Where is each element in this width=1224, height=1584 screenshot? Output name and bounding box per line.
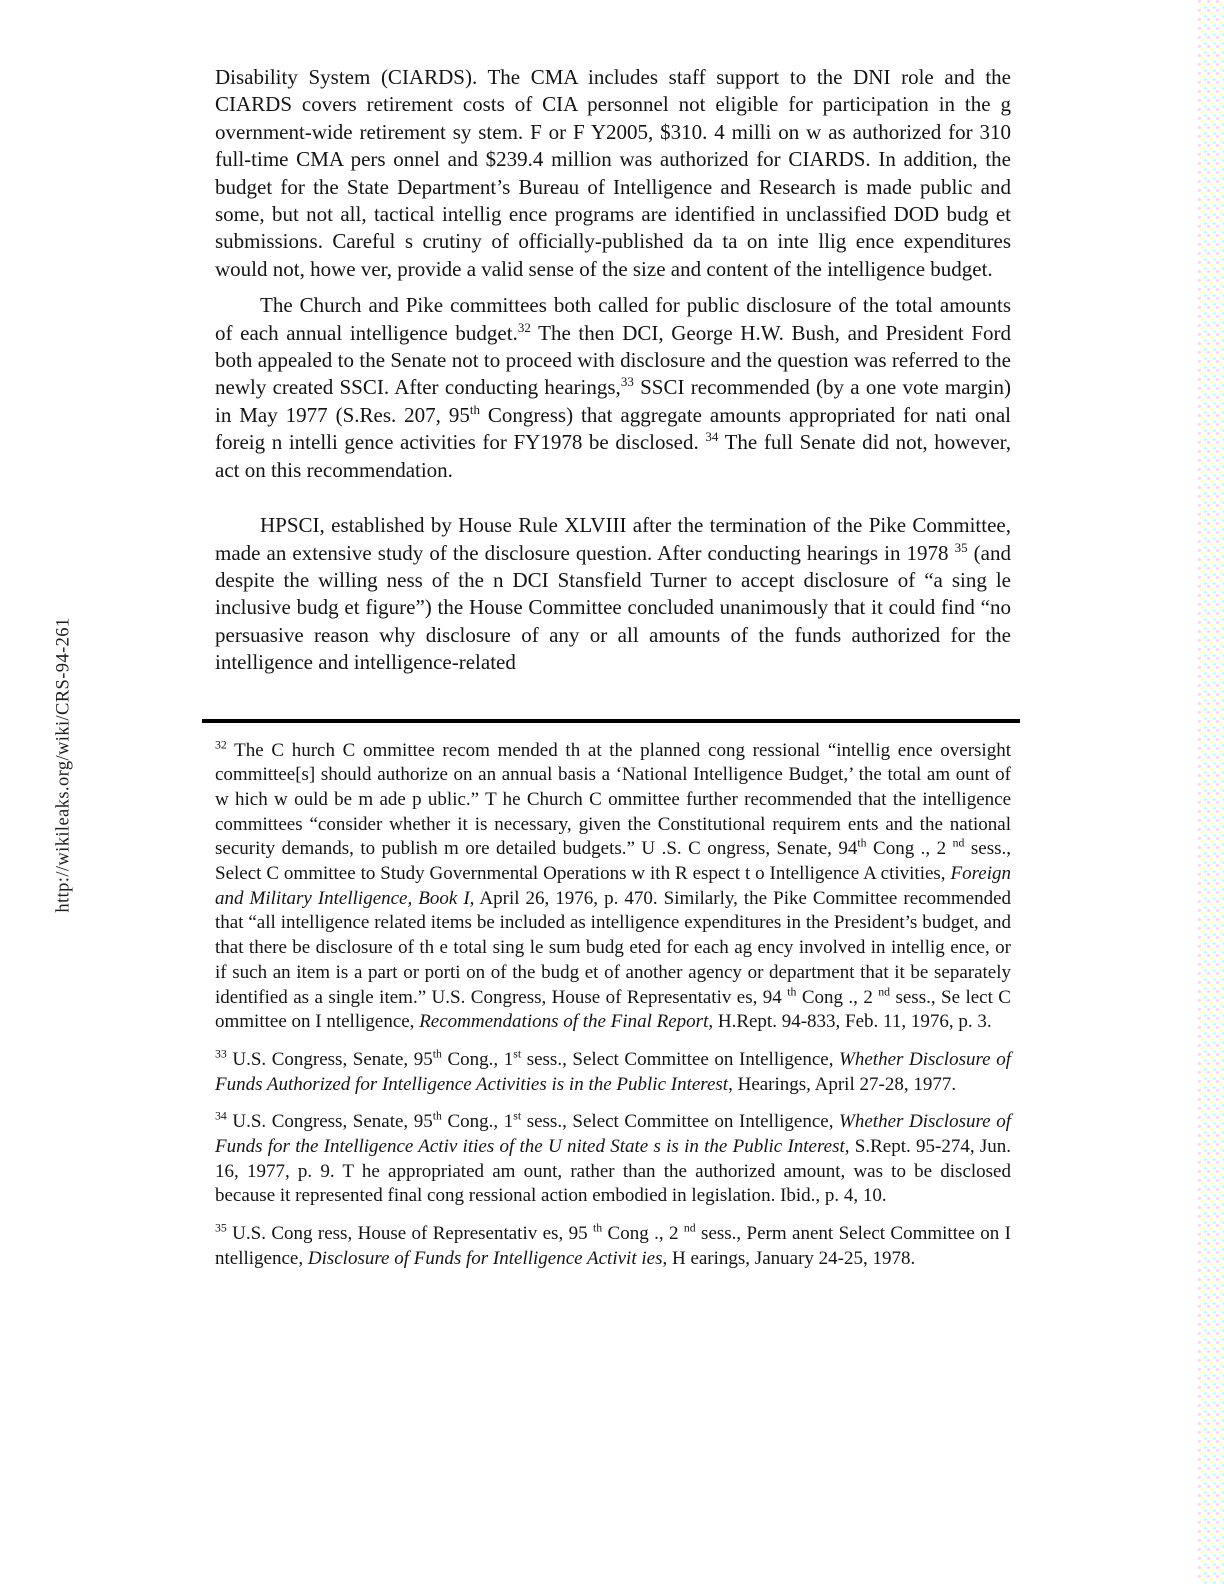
footnote-separator-rule [202, 719, 1020, 723]
document-body [215, 0, 1011, 1272]
footnote-35: $^{35}$ U.S. Cong ress, House of Representativ es, 95 $^{th}$ Cong ., 2 $^{nd}$ sess., Perm anent Select Committee on I ntelligence, Disclosure of Funds for Intelligence Activit ies, H earings, January 24-25, 1978. [215, 1221, 1011, 1269]
footnote-32: $^{32}$ The C hurch C ommittee recom mended th at the planned cong ressional “intellig ence oversight committee[s] should authorize on an annual basis a ‘National Intelligence Budget,’ the total am ount of w hich w ould be m ade p ublic.” T he Church C ommittee further recommended that the intelligence committees “consider whether it is necessary, given the Constitutional requirem ents and the national security demands, to publish m ore detailed budgets.” U .S. C ongress, Senate, 94th Cong ., 2 $^{nd}$ sess., Select C ommittee to Study Governmental Operations w ith R espect t o Intelligence A ctivities, Foreign and Military Intelligence, Book I, April 26, 1976, p. 470. Similarly, the Pike Committee recommended that “all intelligence related items be included as intelligence expenditures in the President’s budget, and that there be disclosure of th e total sing le sum budg eted for each ag ency involved in intellig ence, or if such an item is a part or porti on of the budg et of another agency or department that it be separately identified as a single item.” U.S. Congress, House of Representativ es, 94 $^{th}$ Cong ., 2 $^{nd}$ sess., Se lect C ommittee on I ntelligence, Recommendations of the Final Report, H.Rept. 94-833, Feb. 11, 1976, p. 3. [215, 738, 1012, 1033]
body-paragraph-church-pike: The Church and Pike committees both called for public disclosure of the total amounts of each annual intelligence budget.$^{32}$ The then DCI, George H.W. Bush, and President Ford both appealed to the Senate not to proceed with disclosure and the question was referred to the newly created SSCI. After conducting hearings,$^{33}$ SSCI recommended (by a one vote margin) in May 1977 (S.Res. 207, 95th Congress) that aggregate amounts appropriated for nati onal foreig n intelli gence activities for FY1978 be disclosed. $^{34}$ The full Senate did not, however, act on this recommendation. [215, 293, 1012, 482]
body-paragraph-disability-system: Disability System (CIARDS). The CMA includes staff support to the DNI role and the CIARDS covers retirement costs of CIA personnel not eligible for participation in the g overnment-wide retirement sy stem. F or F Y2005, $310. 4 milli on w as authorized for 310 full-time CMA pers onnel and $239.4 million was authorized for CIARDS. In addition, the budget for the State Department’s Bureau of Intelligence and Research is made public and some, but not all, tactical intellig ence programs are identified in unclassified DOD budg et submissions. Careful s crutiny of officially-published da ta on inte llig ence expenditures would not, howe ver, provide a valid sense of the size and content of the intelligence budget. [215, 65, 1011, 281]
footnote-34: $^{34}$ U.S. Congress, Senate, 95th Cong., 1st sess., Select Committee on Intelligence, Whether Disclosure of Funds for the Intelligence Activ ities of the U nited State s is in the Public Interest, S.Rept. 95-274, Jun. 16, 1977, p. 9. T he appropriated am ount, rather than the authorized amount, was to be disclosed because it represented final cong ressional action embodied in legislation. Ibid., p. 4, 10. [215, 1110, 1011, 1207]
body-paragraph-hpsci: HPSCI, established by House Rule XLVIII after the termination of the Pike Committee, made an extensive study of the disclosure question. After conducting hearings in 1978 $^{35}$ (and despite the willing ness of the n DCI Stansfield Turner to accept disclosure of “a sing le inclusive budg et figure”) the House Committee concluded unanimously that it could find “no persuasive reason why disclosure of any or all amounts of the funds authorized for the intelligence and intelligence-related [215, 513, 1011, 675]
right-edge-dither-pattern [1198, 0, 1224, 1584]
sidebar-source-url: http://wikileaks.org/wiki/CRS-94-261 [53, 617, 74, 913]
footnote-33: $^{33}$ U.S. Congress, Senate, 95th Cong., 1st sess., Select Committee on Intelligence, Whether Disclosure of Funds Authorized for Intelligence Activities is in the Public Interest, Hearings, April 27-28, 1977. [215, 1047, 1011, 1095]
